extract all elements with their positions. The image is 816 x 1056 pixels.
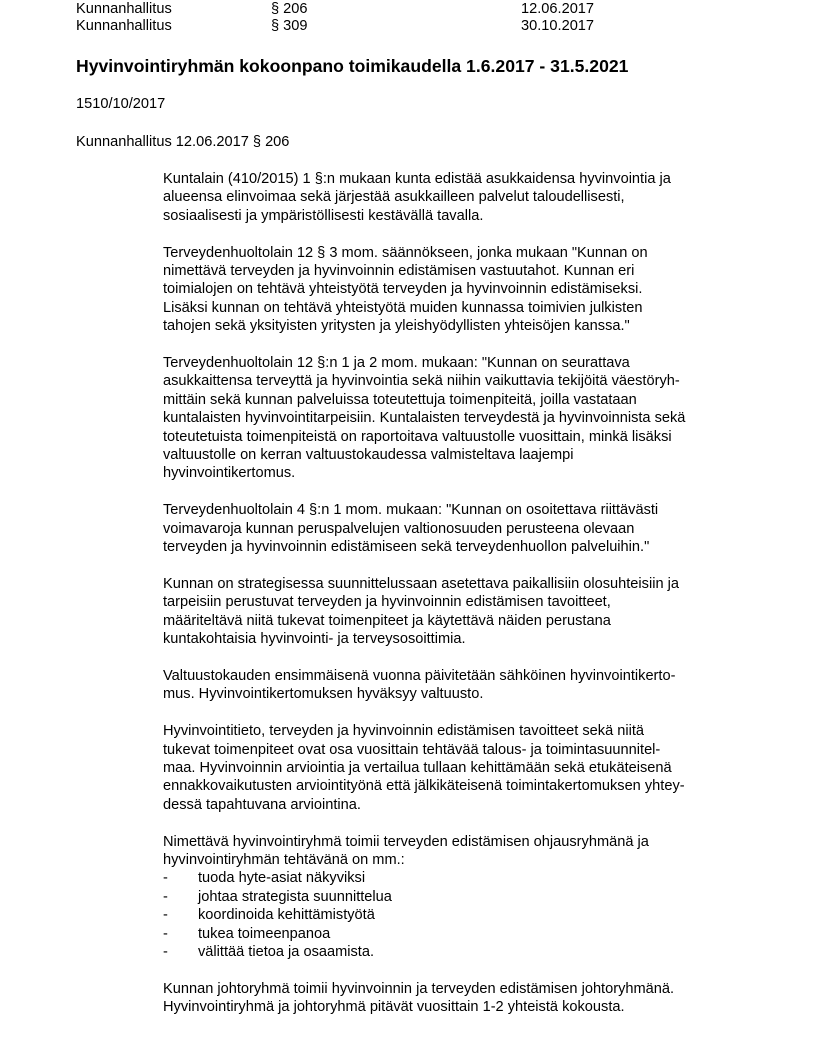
- header-date: 30.10.2017: [521, 18, 595, 34]
- reference-number: 1510/10/2017: [76, 96, 166, 112]
- dash-bullet-icon: -: [163, 870, 168, 887]
- tasks-intro: [163, 833, 763, 870]
- text-line: alueensa elinvoimaa sekä järjestää asukkailleen palvelut taloudellisesti,: [163, 189, 625, 206]
- text-line: dessä tapahtuvana arviointina.: [163, 796, 361, 813]
- header-section: § 206: [271, 1, 308, 17]
- paragraph: [163, 575, 763, 649]
- text-line: Valtuustokauden ensimmäisenä vuonna päivitetään sähköinen hyvinvointikerto-: [163, 667, 676, 684]
- text-line: nimettävä terveyden ja hyvinvoinnin edistämisen vastuutahot. Kunnan eri: [163, 263, 635, 280]
- text-line: toteutetuista toimenpiteistä on raportoitava valtuustolle vuosittain, minkä lisäksi: [163, 428, 672, 445]
- dash-bullet-icon: -: [163, 907, 168, 924]
- text-line: kuntakohtaisia hyvinvointi- ja terveysosoittimia.: [163, 631, 466, 648]
- text-line: mittäin sekä kunnan palveluissa toteutettuja toimenpiteitä, joilla vastataan: [163, 391, 637, 408]
- header-row: [76, 17, 776, 35]
- text-line: Terveydenhuoltolain 12 §:n 1 ja 2 mom. mukaan: "Kunnan on seurattava: [163, 355, 630, 372]
- closing-paragraph: [163, 980, 763, 1017]
- paragraph: [163, 244, 763, 336]
- text-line: maa. Hyvinvoinnin arviointia ja vertailua tullaan kehittämään sekä etukäteisenä: [163, 759, 672, 776]
- text-line: sosiaalisesti ja ympäristöllisesti kestävällä tavalla.: [163, 207, 484, 224]
- text-line: kuntalaisten hyvinvointitarpeisiin. Kuntalaisten terveydestä ja hyvinvoinnista sekä: [163, 410, 686, 427]
- paragraph: [163, 722, 763, 814]
- list-item-text: koordinoida kehittämistyötä: [198, 907, 375, 924]
- text-line: hyvinvointiryhmän tehtävänä on mm.:: [163, 851, 405, 868]
- text-line: Lisäksi kunnan on tehtävä yhteistyötä muiden kunnassa toimivien julkisten: [163, 299, 643, 316]
- document-title: Hyvinvointiryhmän kokoonpano toimikaudella 1.6.2017 - 31.5.2021: [76, 56, 629, 76]
- task-list: [163, 869, 763, 961]
- dash-bullet-icon: -: [163, 943, 168, 960]
- text-line: Kunnan on strategisessa suunnittelussaan asetettava paikallisiin olosuhteisiin ja: [163, 575, 679, 592]
- paragraph: [163, 667, 763, 704]
- list-item-text: tuoda hyte-asiat näkyviksi: [198, 870, 366, 887]
- text-line: asukkaittensa terveyttä ja hyvinvointia sekä niihin vaikuttavia tekijöitä väestöryh-: [163, 373, 680, 390]
- header-row: [76, 0, 776, 18]
- text-line: Terveydenhuoltolain 12 § 3 mom. säännökseen, jonka mukaan "Kunnan on: [163, 244, 648, 261]
- text-line: Kuntalain (410/2015) 1 §:n mukaan kunta edistää asukkaidensa hyvinvointia ja: [163, 171, 671, 187]
- list-item: [163, 869, 763, 887]
- text-line: valtuustolle on kerran valtuustokaudessa valmisteltava laajempi: [163, 447, 574, 464]
- text-line: tarpeisiin perustuvat terveyden ja hyvinvoinnin edistämisen tavoitteet,: [163, 594, 611, 611]
- text-line: toimialojen on tehtävä yhteistyötä terveyden ja hyvinvoinnin edistämiseksi.: [163, 281, 643, 298]
- text-line: mus. Hyvinvointikertomuksen hyväksyy valtuusto.: [163, 686, 484, 703]
- text-line: määriteltävä niitä tukevat toimenpiteet ja käytettävä näiden perustana: [163, 612, 611, 629]
- list-item-text: johtaa strategista suunnittelua: [198, 888, 392, 905]
- dash-bullet-icon: -: [163, 888, 168, 905]
- text-line: Kunnan johtoryhmä toimii hyvinvoinnin ja terveyden edistämisen johtoryhmänä.: [163, 980, 675, 997]
- document-body: [163, 170, 763, 1035]
- text-line: tahojen sekä yksityisten yritysten ja yleishyödyllisten yhteisöjen kanssa.": [163, 318, 630, 335]
- list-item-text: tukea toimeenpanoa: [198, 925, 331, 942]
- text-line: Hyvinvointiryhmä ja johtoryhmä pitävät vuosittain 1-2 yhteistä kokousta.: [163, 999, 625, 1016]
- text-line: tukevat toimenpiteet ovat osa vuosittain tehtävää talous- ja toimintasuunnitel-: [163, 741, 661, 758]
- text-line: Hyvinvointitieto, terveyden ja hyvinvoinnin edistämisen tavoitteet sekä niitä: [163, 723, 645, 740]
- dash-bullet-icon: -: [163, 925, 168, 942]
- text-line: hyvinvointikertomus.: [163, 465, 296, 482]
- list-item: [163, 943, 763, 961]
- text-line: Nimettävä hyvinvointiryhmä toimii terveyden edistämisen ohjausryhmänä ja: [163, 833, 649, 850]
- text-line: voimavaroja kunnan peruspalvelujen valtionosuuden perusteena olevaan: [163, 520, 635, 537]
- header-body: Kunnanhallitus: [76, 1, 172, 17]
- header-body: Kunnanhallitus: [76, 18, 172, 34]
- list-item: [163, 925, 763, 943]
- text-line: Terveydenhuoltolain 4 §:n 1 mom. mukaan: "Kunnan on osoitettava riittävästi: [163, 502, 659, 519]
- header-date: 12.06.2017: [521, 1, 595, 17]
- paragraph: [163, 354, 763, 483]
- paragraph: [163, 170, 763, 225]
- list-item: [163, 906, 763, 924]
- list-item-text: välittää tietoa ja osaamista.: [198, 943, 375, 960]
- paragraph: [163, 501, 763, 556]
- meeting-reference: Kunnanhallitus 12.06.2017 § 206: [76, 134, 290, 150]
- text-line: ennakkovaikutusten arviointityönä että jälkikäteisenä toimintakertomuksen yhtey-: [163, 778, 685, 795]
- header-section: § 309: [271, 18, 308, 34]
- list-item: [163, 888, 763, 906]
- text-line: terveyden ja hyvinvoinnin edistämiseen sekä terveydenhuollon palveluihin.": [163, 539, 650, 556]
